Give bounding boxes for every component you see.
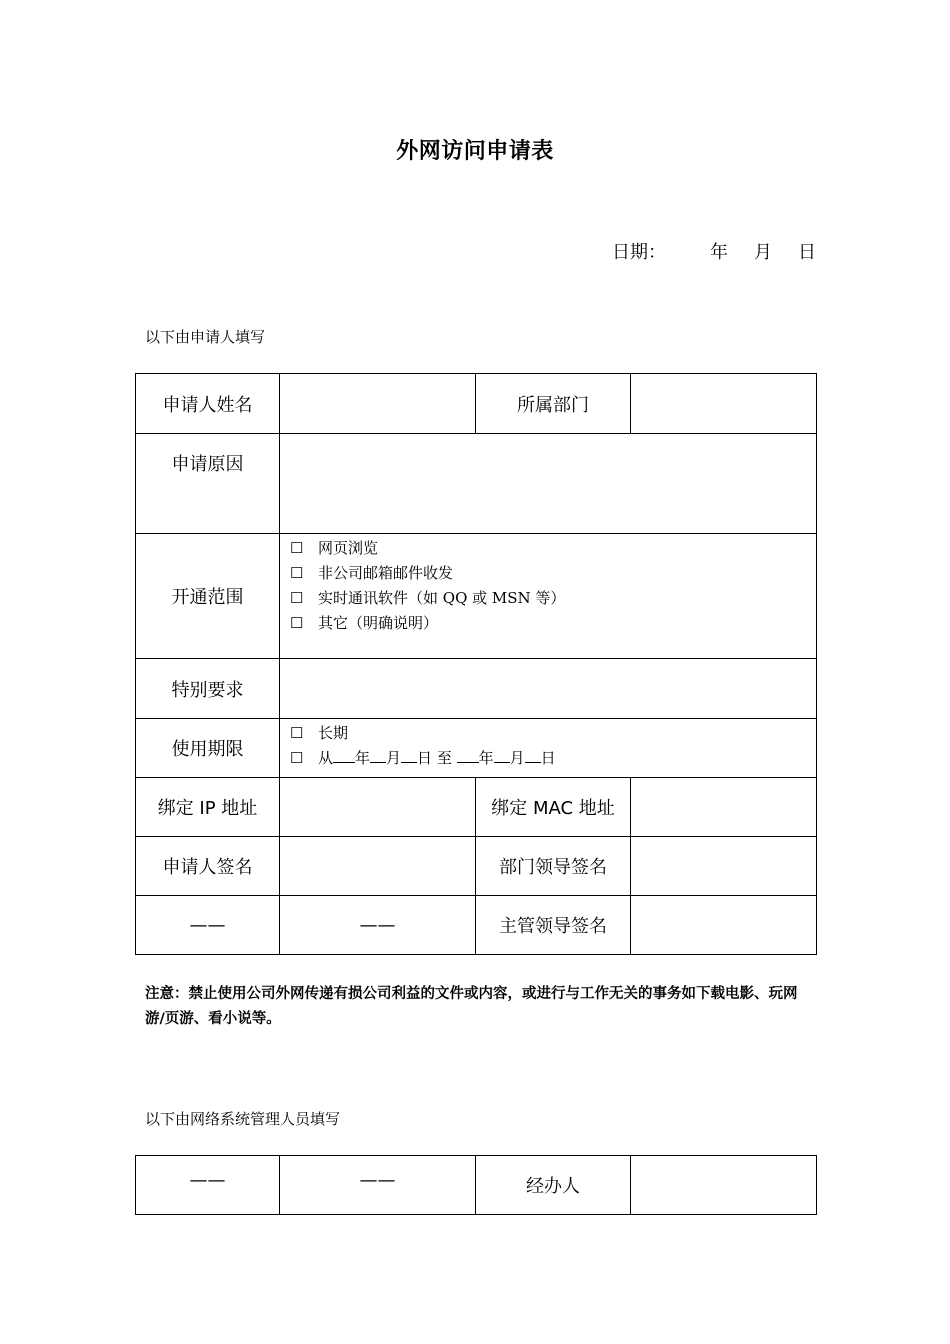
checkbox-icon[interactable]: ☐ (290, 749, 304, 767)
reason-field[interactable] (280, 434, 817, 534)
date-label: 日期： (612, 242, 666, 263)
checkbox-icon[interactable]: ☐ (290, 564, 304, 582)
department-field[interactable] (631, 374, 817, 434)
date-year: 年 (710, 242, 728, 263)
admin-form (135, 1155, 817, 1215)
application-form (135, 373, 817, 955)
bind-mac-field[interactable] (631, 778, 817, 837)
special-field[interactable] (280, 659, 817, 719)
supervisor-sign-field[interactable] (631, 896, 817, 955)
checkbox-icon[interactable]: ☐ (290, 614, 304, 632)
date-month: 月 (754, 242, 772, 263)
section-note-admin: 以下由网络系统管理人员填写 (145, 1110, 341, 1128)
blank-month-from[interactable] (370, 748, 386, 763)
period-option-range[interactable]: ☐ 从 年 月 日 至 年 月 日 (290, 746, 816, 771)
checkbox-icon[interactable]: ☐ (290, 539, 304, 557)
checkbox-icon[interactable]: ☐ (290, 724, 304, 742)
bind-ip-label: 绑定 IP 地址 (136, 778, 280, 837)
page-title: 外网访问申请表 (396, 139, 554, 164)
date-day: 日 (798, 242, 816, 263)
scope-option-web[interactable]: ☐ 网页浏览 (290, 536, 816, 561)
blank-month-to[interactable] (494, 748, 510, 763)
applicant-name-field[interactable] (280, 374, 476, 434)
bind-mac-label: 绑定 MAC 地址 (476, 778, 631, 837)
scope-option-im[interactable]: ☐ 实时通讯软件（如 QQ 或 MSN 等） (290, 586, 816, 611)
applicant-sign-field[interactable] (280, 837, 476, 896)
dept-leader-sign-label: 部门领导签名 (476, 837, 631, 896)
blank-day-from[interactable] (401, 748, 417, 763)
handler-label: 经办人 (476, 1156, 631, 1215)
department-label: 所属部门 (476, 374, 631, 434)
reason-label: 申请原因 (136, 434, 280, 534)
notice-text: 注意：禁止使用公司外网传递有损公司利益的文件或内容，或进行与工作无关的事务如下载电影、玩网游/页游、看小说等。 (145, 986, 798, 1027)
period-option-long[interactable]: ☐ 长期 (290, 721, 816, 746)
blank-year-from[interactable] (333, 748, 355, 763)
scope-label: 开通范围 (136, 534, 280, 659)
dash-cell: —— (280, 896, 476, 955)
dept-leader-sign-field[interactable] (631, 837, 817, 896)
section-note-applicant: 以下由申请人填写 (145, 328, 266, 346)
dash-cell: —— (136, 1156, 280, 1215)
checkbox-icon[interactable]: ☐ (290, 589, 304, 607)
scope-option-other[interactable]: ☐ 其它（明确说明） (290, 611, 816, 636)
applicant-sign-label: 申请人签名 (136, 837, 280, 896)
handler-field[interactable] (631, 1156, 817, 1215)
period-options (280, 719, 817, 778)
special-label: 特别要求 (136, 659, 280, 719)
dash-cell: —— (280, 1156, 476, 1215)
applicant-name-label: 申请人姓名 (136, 374, 280, 434)
date-line (612, 238, 816, 264)
blank-day-to[interactable] (525, 748, 541, 763)
bind-ip-field[interactable] (280, 778, 476, 837)
scope-option-email[interactable]: ☐ 非公司邮箱邮件收发 (290, 561, 816, 586)
scope-options (280, 534, 817, 659)
dash-cell: —— (136, 896, 280, 955)
supervisor-sign-label: 主管领导签名 (476, 896, 631, 955)
blank-year-to[interactable] (457, 748, 479, 763)
period-label: 使用期限 (136, 719, 280, 778)
